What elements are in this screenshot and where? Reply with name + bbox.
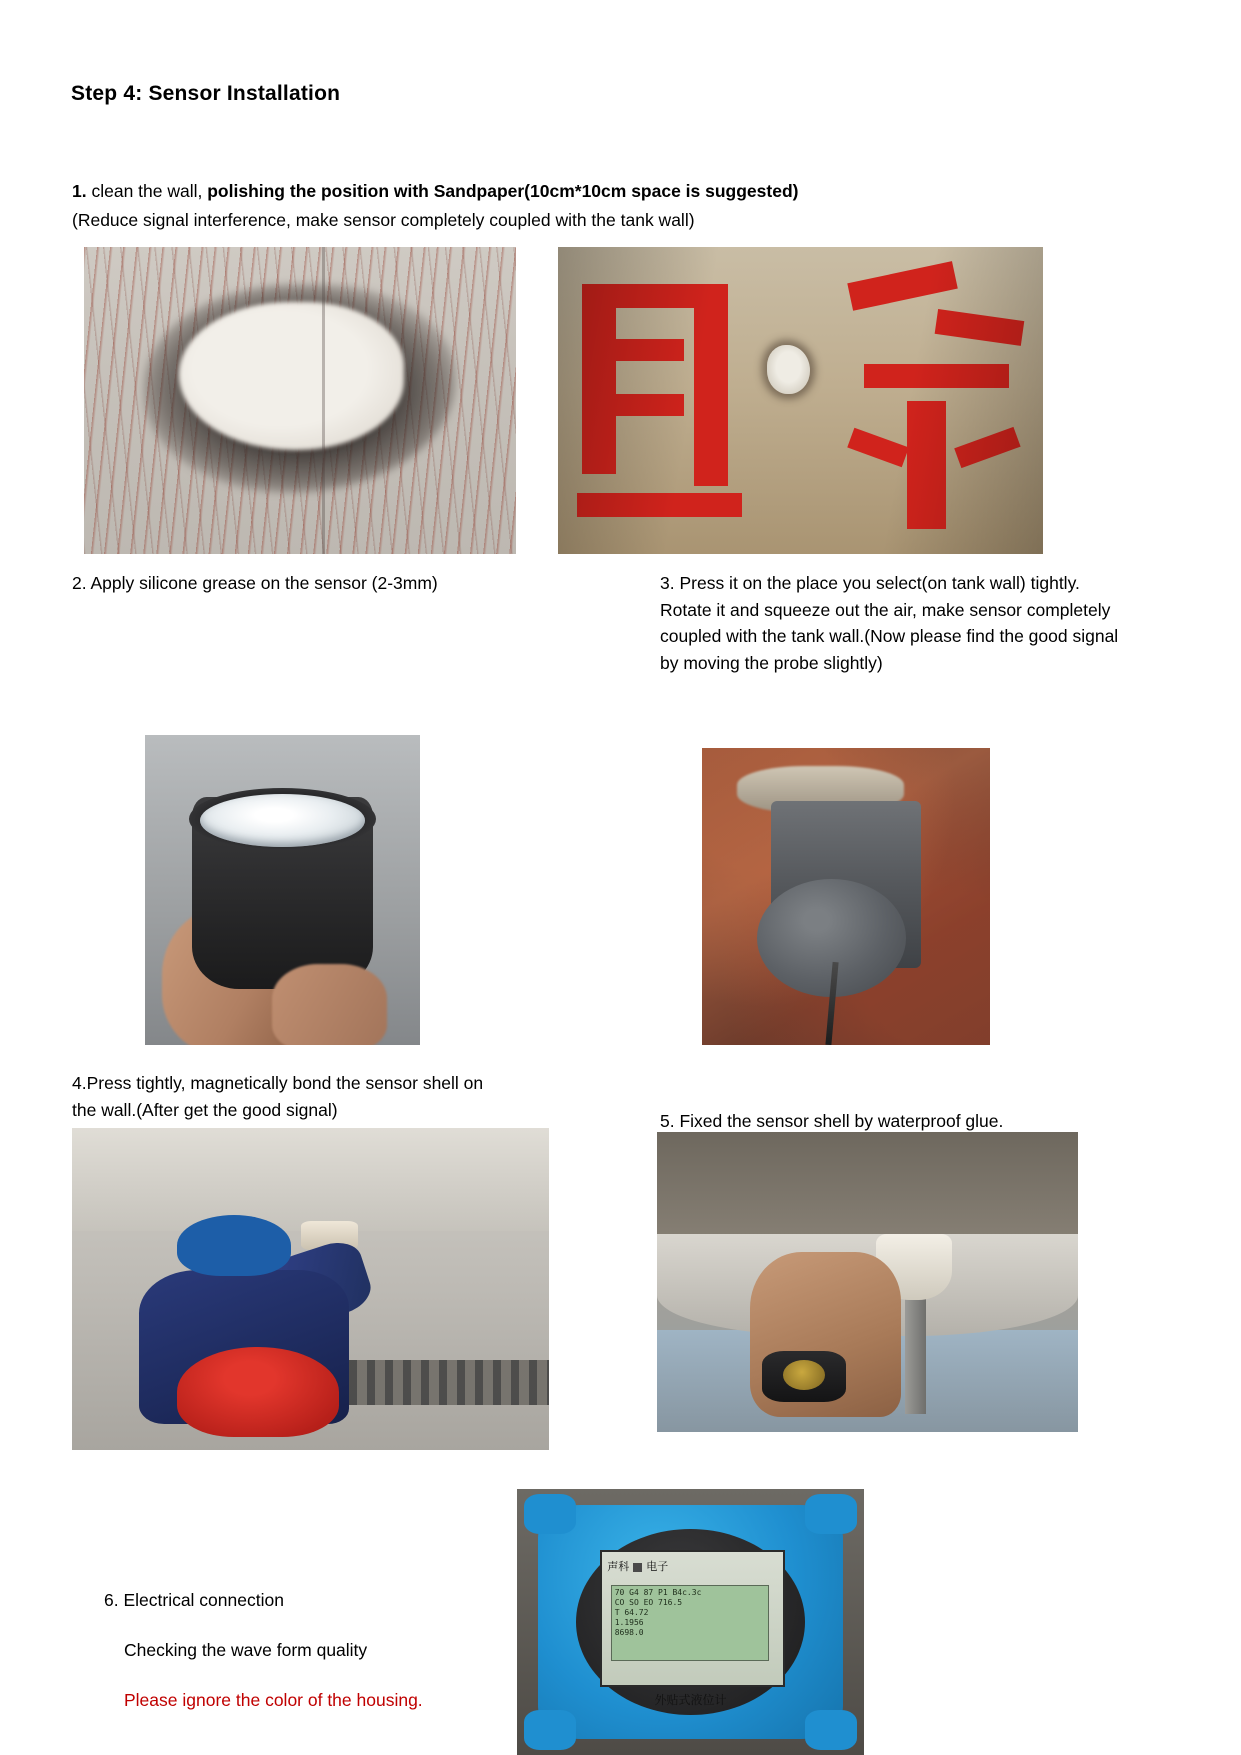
step-3-instruction: 3. Press it on the place you select(on tank wall) tightly. Rotate it and squeeze out the air, make sensor completely coupled with the tank wall.(Now please find the good signal by moving the probe slightly) [660,573,1119,673]
step-4-instruction: 4.Press tightly, magnetically bond the sensor shell on the wall.(After get the good signal) [72,1073,484,1120]
blue-helmet [177,1215,291,1276]
meter-lcd [611,1585,769,1661]
meter-bottom-label: 外贴式液位计 [654,1693,727,1708]
lcd-line: CO SO EO 716.5 [614,1597,683,1607]
meter-lug [524,1710,576,1750]
lcd-line: 8698.0 [614,1627,644,1637]
meter-logo-icon [633,1563,642,1572]
tank-shadow [558,247,1043,554]
step-1-bold-text: polishing the position with Sandpaper(10cm*10cm space is suggested) [207,181,799,201]
step-1-lead: clean the wall, [86,181,208,201]
step-2-instruction: 2. Apply silicone grease on the sensor (2-3mm) [72,573,438,593]
meter-lug [805,1494,857,1534]
image-probe-on-wall [702,748,990,1045]
meter-brand-right: 电子 [646,1560,669,1574]
tank-ceiling [72,1128,549,1231]
step-6-instruction: 6. Electrical connection [104,1590,284,1610]
wall-polished-patch [179,302,404,449]
image-meter-display [517,1489,864,1755]
step-1-note: (Reduce signal interference, make sensor completely coupled with the tank wall) [72,210,695,230]
lcd-line: 70 G4 87 P1 B4c.3c [614,1587,702,1597]
pipe-row [349,1360,549,1405]
image-worker-installing [72,1128,549,1450]
silicone-grease [200,794,365,847]
lcd-line: 1.1956 [614,1617,644,1627]
image-grease-cup [145,735,420,1045]
hand-fingers [272,964,388,1045]
step-6-warning: Please ignore the color of the housing. [124,1690,423,1710]
meter-lug [524,1494,576,1534]
tank-underside [657,1132,1078,1234]
support-pole [905,1294,926,1414]
meter-lug [805,1710,857,1750]
meter-brand-left: 声科 [607,1560,630,1574]
red-helmet [177,1347,339,1437]
image-sanded-wall [84,247,516,554]
page-title: Step 4: Sensor Installation [71,82,341,105]
meter-lcd-text [612,1586,768,1660]
image-hand-waterproof-glue [657,1132,1078,1432]
meter-brand-row [607,1556,774,1580]
image-tank-red-characters [558,247,1043,554]
step-1-instruction [72,178,972,205]
step-5-instruction: 5. Fixed the sensor shell by waterproof glue. [660,1111,1004,1131]
step-1-number: 1. [72,181,87,201]
wall-seam-line [322,247,325,554]
step-6-subline: Checking the wave form quality [124,1640,368,1660]
lcd-line: T 64.72 [614,1607,649,1617]
